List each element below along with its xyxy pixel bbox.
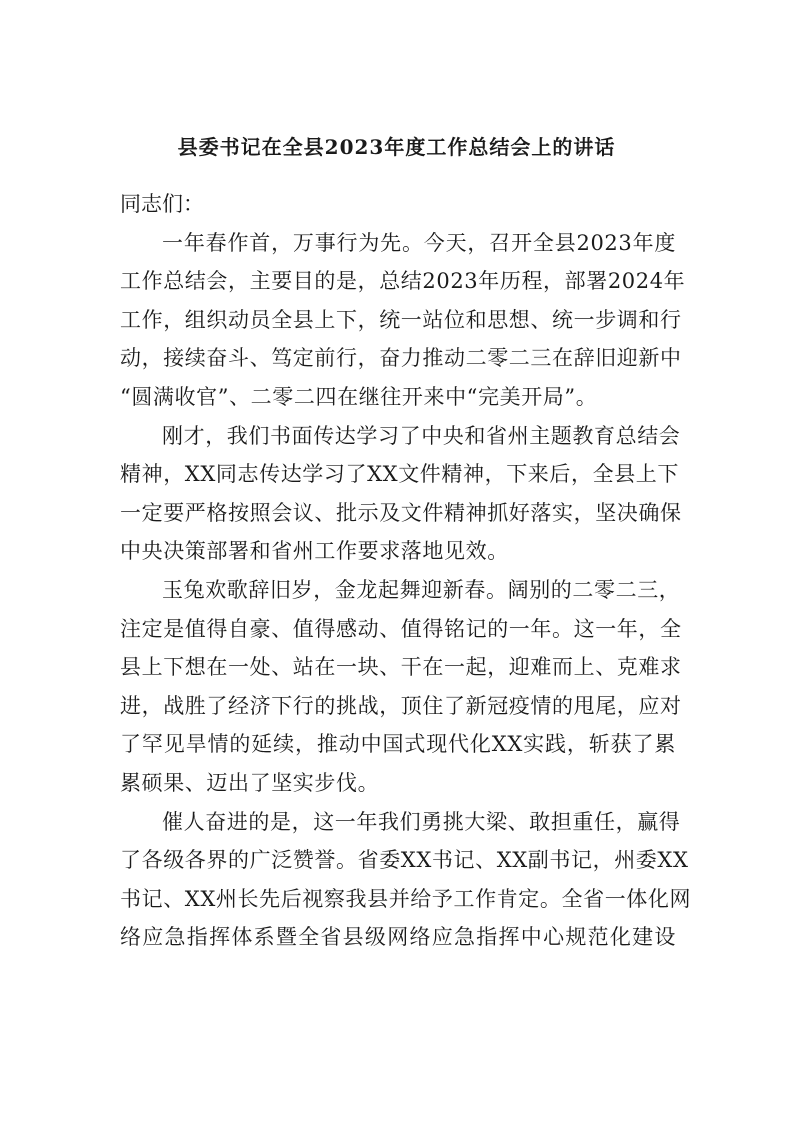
paragraph-line: 县上下想在一处、站在一块、干在一起，迎难而上、克难求 xyxy=(120,655,682,680)
paragraph-line: 精神，XX同志传达学习了XX文件精神，下来后，全县上下 xyxy=(120,462,679,487)
paragraph-4 xyxy=(120,803,692,957)
salutation: 同志们： xyxy=(120,192,204,216)
paragraph-line: 了各级各界的广泛赞誉。省委XX书记、XX副书记，州委XX xyxy=(120,848,689,873)
paragraph-line: 一年春作首，万事行为先。今天，召开全县2023年度 xyxy=(162,230,676,255)
paragraph-line: 刚才，我们书面传达学习了中央和省州主题教育总结会 xyxy=(162,423,681,448)
paragraph-line: 中央决策部署和省州工作要求落地见效。 xyxy=(120,539,509,564)
paragraph-1 xyxy=(120,224,686,417)
paragraph-line: 催人奋进的是，这一年我们勇挑大梁、敢担重任，赢得 xyxy=(162,809,681,834)
paragraph-line: 注定是值得自豪、值得感动、值得铭记的一年。这一年，全 xyxy=(120,616,682,641)
paragraph-line: 一定要严格按照会议、批示及文件精神抓好落实，坚决确保 xyxy=(120,500,682,525)
paragraph-line: 工作，组织动员全县上下，统一站位和思想、统一步调和行 xyxy=(120,307,682,332)
paragraph-line: 书记、XX州长先后视察我县并给予工作肯定。全省一体化网 xyxy=(120,886,692,911)
paragraph-line: 了罕见旱情的延续，推动中国式现代化XX实践，斩获了累 xyxy=(120,732,676,757)
paragraph-line: 玉兔欢歌辞旧岁，金龙起舞迎新春。阔别的二零二三， xyxy=(162,577,681,602)
paragraph-2 xyxy=(120,417,682,571)
paragraph-line: 络应急指挥体系暨全省县级网络应急指挥中心规范化建设 xyxy=(120,925,676,950)
paragraph-3 xyxy=(120,571,682,803)
paragraph-line: “圆满收官”、二零二四在继往开来中“完美开局”。 xyxy=(120,384,598,409)
document-title: 县委书记在全县2023年度工作总结会上的讲话 xyxy=(177,135,616,159)
document-body xyxy=(120,185,692,957)
paragraph-line: 动，接续奋斗、笃定前行，奋力推动二零二三在辞旧迎新中 xyxy=(120,346,682,371)
paragraph-line: 进，战胜了经济下行的挑战，顶住了新冠疫情的甩尾，应对 xyxy=(120,693,682,718)
paragraph-line: 工作总结会，主要目的是，总结2023年历程，部署2024年 xyxy=(120,269,686,294)
paragraph-line: 累硕果、迈出了坚实步伐。 xyxy=(120,770,380,795)
